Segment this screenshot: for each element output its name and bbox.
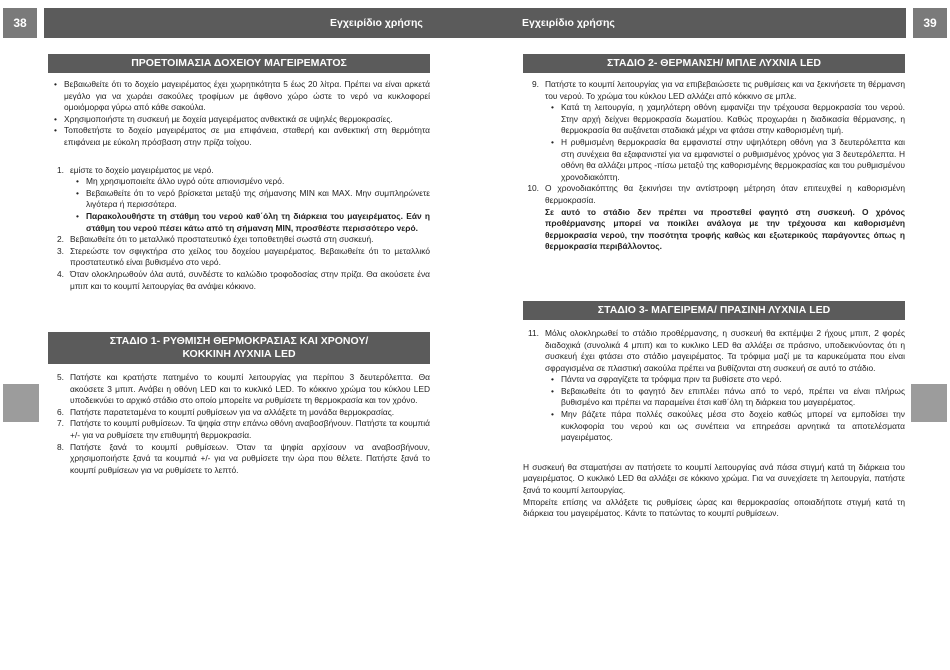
header-title-left: Εγχειρίδιο χρήσης [330,17,423,29]
sub-item: • Βεβαιωθείτε ότι το νερό βρίσκεται μεταξύ της σήμανσης MIN και MAX. Μην συμπληρώνετε λιγότερα ή περισσότερα. [76,187,430,210]
paragraph: Μπορείτε επίσης να αλλάξετε τις ρυθμίσεις ώρας και θερμοκρασίας οποιαδήποτε στιγμή κατά τη διάρκεια του μαγειρέματος. Κάντε το πατώντας το κουμπί ρυθμίσεων. [523,496,905,519]
sub-item: • Κατά τη λειτουργία, η χαμηλότερη οθόνη εμφανίζει την τρέχουσα θερμοκρασία του νερού. Στην αρχή δείχνει θερμοκρασία δωματίου. Καθώς προχωράει η διαδικασία θέρμανσης, η θερμοκρασία θα αυξάνεται σταδιακά μέχρι να φτάσει στην καθορισμένη τιμή. [551,102,905,136]
step-2: 2. Βεβαιωθείτε ότι το μεταλλικό προστατευτικό έχει τοποθετηθεί σωστά στη συσκευή. [57,234,374,245]
section-title-stage3: ΣΤΑΔΙΟ 3- ΜΑΓΕΙΡΕΜΑ/ ΠΡΑΣΙΝΗ ΛΥΧΝΙΑ LED [523,301,905,320]
page-number-right: 39 [913,8,947,38]
step-1: 1. εμίστε το δοχείο μαγειρέματος με νερό. [57,164,214,175]
left-page [48,54,430,476]
right-page [523,54,905,520]
list-item: • Τοποθετήστε το δοχείο μαγειρέματος σε μια επιφάνεια, σταθερή και ανθεκτική στη θερμότητα επιφάνεια με εύκολη πρόσβαση στην πρίζα τοίχου. [54,125,430,147]
section-title-preparation: ΠΡΟΕΤΟΙΜΑΣΙΑ ΔΟΧΕΙΟΥ ΜΑΓΕΙΡΕΜΑΤΟΣ [48,54,430,73]
side-tab-left [3,384,39,422]
step-4: 4. Όταν ολοκληρωθούν όλα αυτά, συνδέστε το καλώδιο τροφοδοσίας στην πρίζα. Θα ακούσετε ένα μπιπ και το κουμπί λειτουργίας θα ανάψει κόκκινο. [57,268,430,291]
sub-item: • Πάντα να σφραγίζετε τα τρόφιμα πριν τα βυθίσετε στο νερό. [551,374,782,385]
step-3: 3. Στερεώστε τον σφιγκτήρα στο χείλος του δοχείου μαγειρέματος. Βεβαιωθείτε ότι το μεταλλικό προστατευτικό είναι βυθισμένο στο νερό. [57,245,430,268]
list-item: • Βεβαιωθείτε ότι το δοχείο μαγειρέματος έχει χωρητικότητα 5 έως 20 λίτρα. Πρέπει να είναι αρκετά μεγάλο για να χωράει σακούλες τροφίμων με άφθονο χώρο ώστε το νερό να κυκλοφορεί ομοιόμορφα γύρω από κάθε σακούλα. [54,79,430,113]
step-5: 5. Πατήστε και κρατήστε πατημένο το κουμπί λειτουργίας για περίπου 3 δευτερόλεπτα. Θα ακούσετε 3 μπιπ. Ανάβει η οθόνη LED και το κυκλικό LED. Το κόκκινο χρώμα του κύκλου LED υποδεικνύει το αρχικό στάδιο στο οποίο μπορείτε να ρυθμίσετε τη θερμοκρασία και τον χρόνο. [57,372,430,406]
section-title-stage2: ΣΤΑΔΙΟ 2- ΘΕΡΜΑΝΣΗ/ ΜΠΛΕ ΛΥΧΝΙΑ LED [523,54,905,73]
header-title-right: Εγχειρίδιο χρήσης [522,17,615,29]
step-8: 8. Πατήστε ξανά το κουμπί ρυθμίσεων. Όταν τα ψηφία αρχίσουν να αναβοσβήνουν, χρησιμοποιήστε ξανά τα κουμπιά +/- για να ρυθμίσετε την ώρα που θέλετε. Πατήστε ξανά το κουμπί ρυθμίσεων για να ρυθμίσετε το λεπτό. [57,441,430,475]
step-6: 6. Πατήστε παρατεταμένα το κουμπί ρυθμίσεων για να αλλάξετε τη μονάδα θερμοκρασίας. [57,406,395,417]
step-7: 7. Πατήστε το κουμπί ρυθμίσεων. Τα ψηφία στην επάνω οθόνη αναβοσβήνουν. Πατήστε τα κουμπιά +/- για να ρυθμίσετε την επιθυμητή θερμοκρασία. [57,418,430,441]
step-11: 11. Μόλις ολοκληρωθεί το στάδιο προθέρμανσης, η συσκευή θα εκπέμψει 2 ήχους μπιπ, 2 φορές διαδοχικά (συνολικά 4 μπιπ) και το κυκλικο LED θα αλλάξει σε πράσινο, υποδεικνύοντας ότι η συσκευή έχει φτάσει στο στάδιο μαγειρέματος. Τα τρόφιμα μαζί με τα καρυκεύματα που είναι σφραγισμένα σε πλαστική σακούλα πρέπει να βυθίζονται στη συσκευή σε αυτό το στάδιο. [527,327,905,373]
header-bar [44,8,906,38]
list-item: • Χρησιμοποιήστε τη συσκευή με δοχεία μαγειρέματος ανθεκτικά σε υψηλές θερμοκρασίες. [54,113,393,124]
step-9: 9. Πατήστε το κουμπί λειτουργίας για να επιβεβαιώσετε τις ρυθμίσεις και να ξεκινήσετε τη θέρμανση του νερού. Το χρώμα του κύκλου LED αλλάζει από κόκκινο σε μπλε. [532,79,905,101]
sub-item: • Μη χρησιμοποιείτε άλλο υγρό ούτε απιονισμένο νερό. [76,176,285,187]
side-tab-right [911,384,947,422]
warning-text: Σε αυτό το στάδιο δεν πρέπει να προστεθεί φαγητό στη συσκευή. Ο χρόνος προθέρμανσης μπορεί να ποικίλει ανάλογα με την τρέχουσα και καθορισμένη θερμοκρασία νερού, την ποσότητα τροφής καθώς και εξωτερικούς παράγοντες όπως η θερμοκρασία περιβάλλοντος. [545,206,905,252]
sub-item: • Η ρυθμισμένη θερμοκρασία θα εμφανιστεί στην υψηλότερη οθόνη για 3 δευτερόλεπτα και στη συνέχεια θα εξαφανιστεί για να εμφανιστεί ο ρυθμισμένος χρόνος για 3 δευτερόλεπτα. Η οθόνη θα αλλάζει μπρος -πίσω μεταξύ της καθορισμένης θερμοκρασίας και του ρυθμισμένου χρονοδιακόπτη. [551,136,905,182]
page-number-left: 38 [3,8,37,38]
sub-item: • Βεβαιωθείτε ότι το φαγητό δεν επιπλέει πάνω από το νερό, πρέπει να είναι πλήρως βυθισμένο και πρέπει να παραμείνει έτσι καθ΄όλη τη διάρκεια του μαγειρέματος. [551,385,905,408]
paragraph: Η συσκευή θα σταματήσει αν πατήσετε το κουμπί λειτουργίας ανά πάσα στιγμή κατά τη διάρκεια του μαγειρέματος. Ο κυκλικό LED θα αλλάξει σε κόκκινο χρώμα. Για να συνεχίσετε τη λειτουργία, πατήστε ξανά το κουμπί λειτουργίας. [523,461,905,496]
section-title-stage1: ΣΤΑΔΙΟ 1- ΡΥΘΜΙΣΗ ΘΕΡΜΟΚΡΑΣΙΑΣ ΚΑΙ ΧΡΟΝΟΥ/ ΚΟΚΚΙΝΗ ΛΥΧΝΙΑ LED [48,332,430,364]
sub-item: • Μην βάζετε πάρα πολλές σακούλες μέσα στο δοχείο καθώς μπορεί να εμποδίσει την κυκλοφορία του νερού και ως συνέπεια να επηρεάσει αρνητικά τα αποτελέσματα μαγειρέματος. [551,409,905,443]
sub-item-warning: • Παρακολουθήστε τη στάθμη του νερού καθ΄όλη τη διάρκεια του μαγειρέματος. Εάν η στάθμη του νερού πέσει κάτω από τη σήμανση MIN, προσθέστε περισσότερο νερό. [76,210,431,233]
step-10: 10. Ο χρονοδιακόπτης θα ξεκινήσει την αντίστροφη μέτρηση όταν επιτευχθεί η καθορισμένη θερμοκρασία. [527,183,905,205]
